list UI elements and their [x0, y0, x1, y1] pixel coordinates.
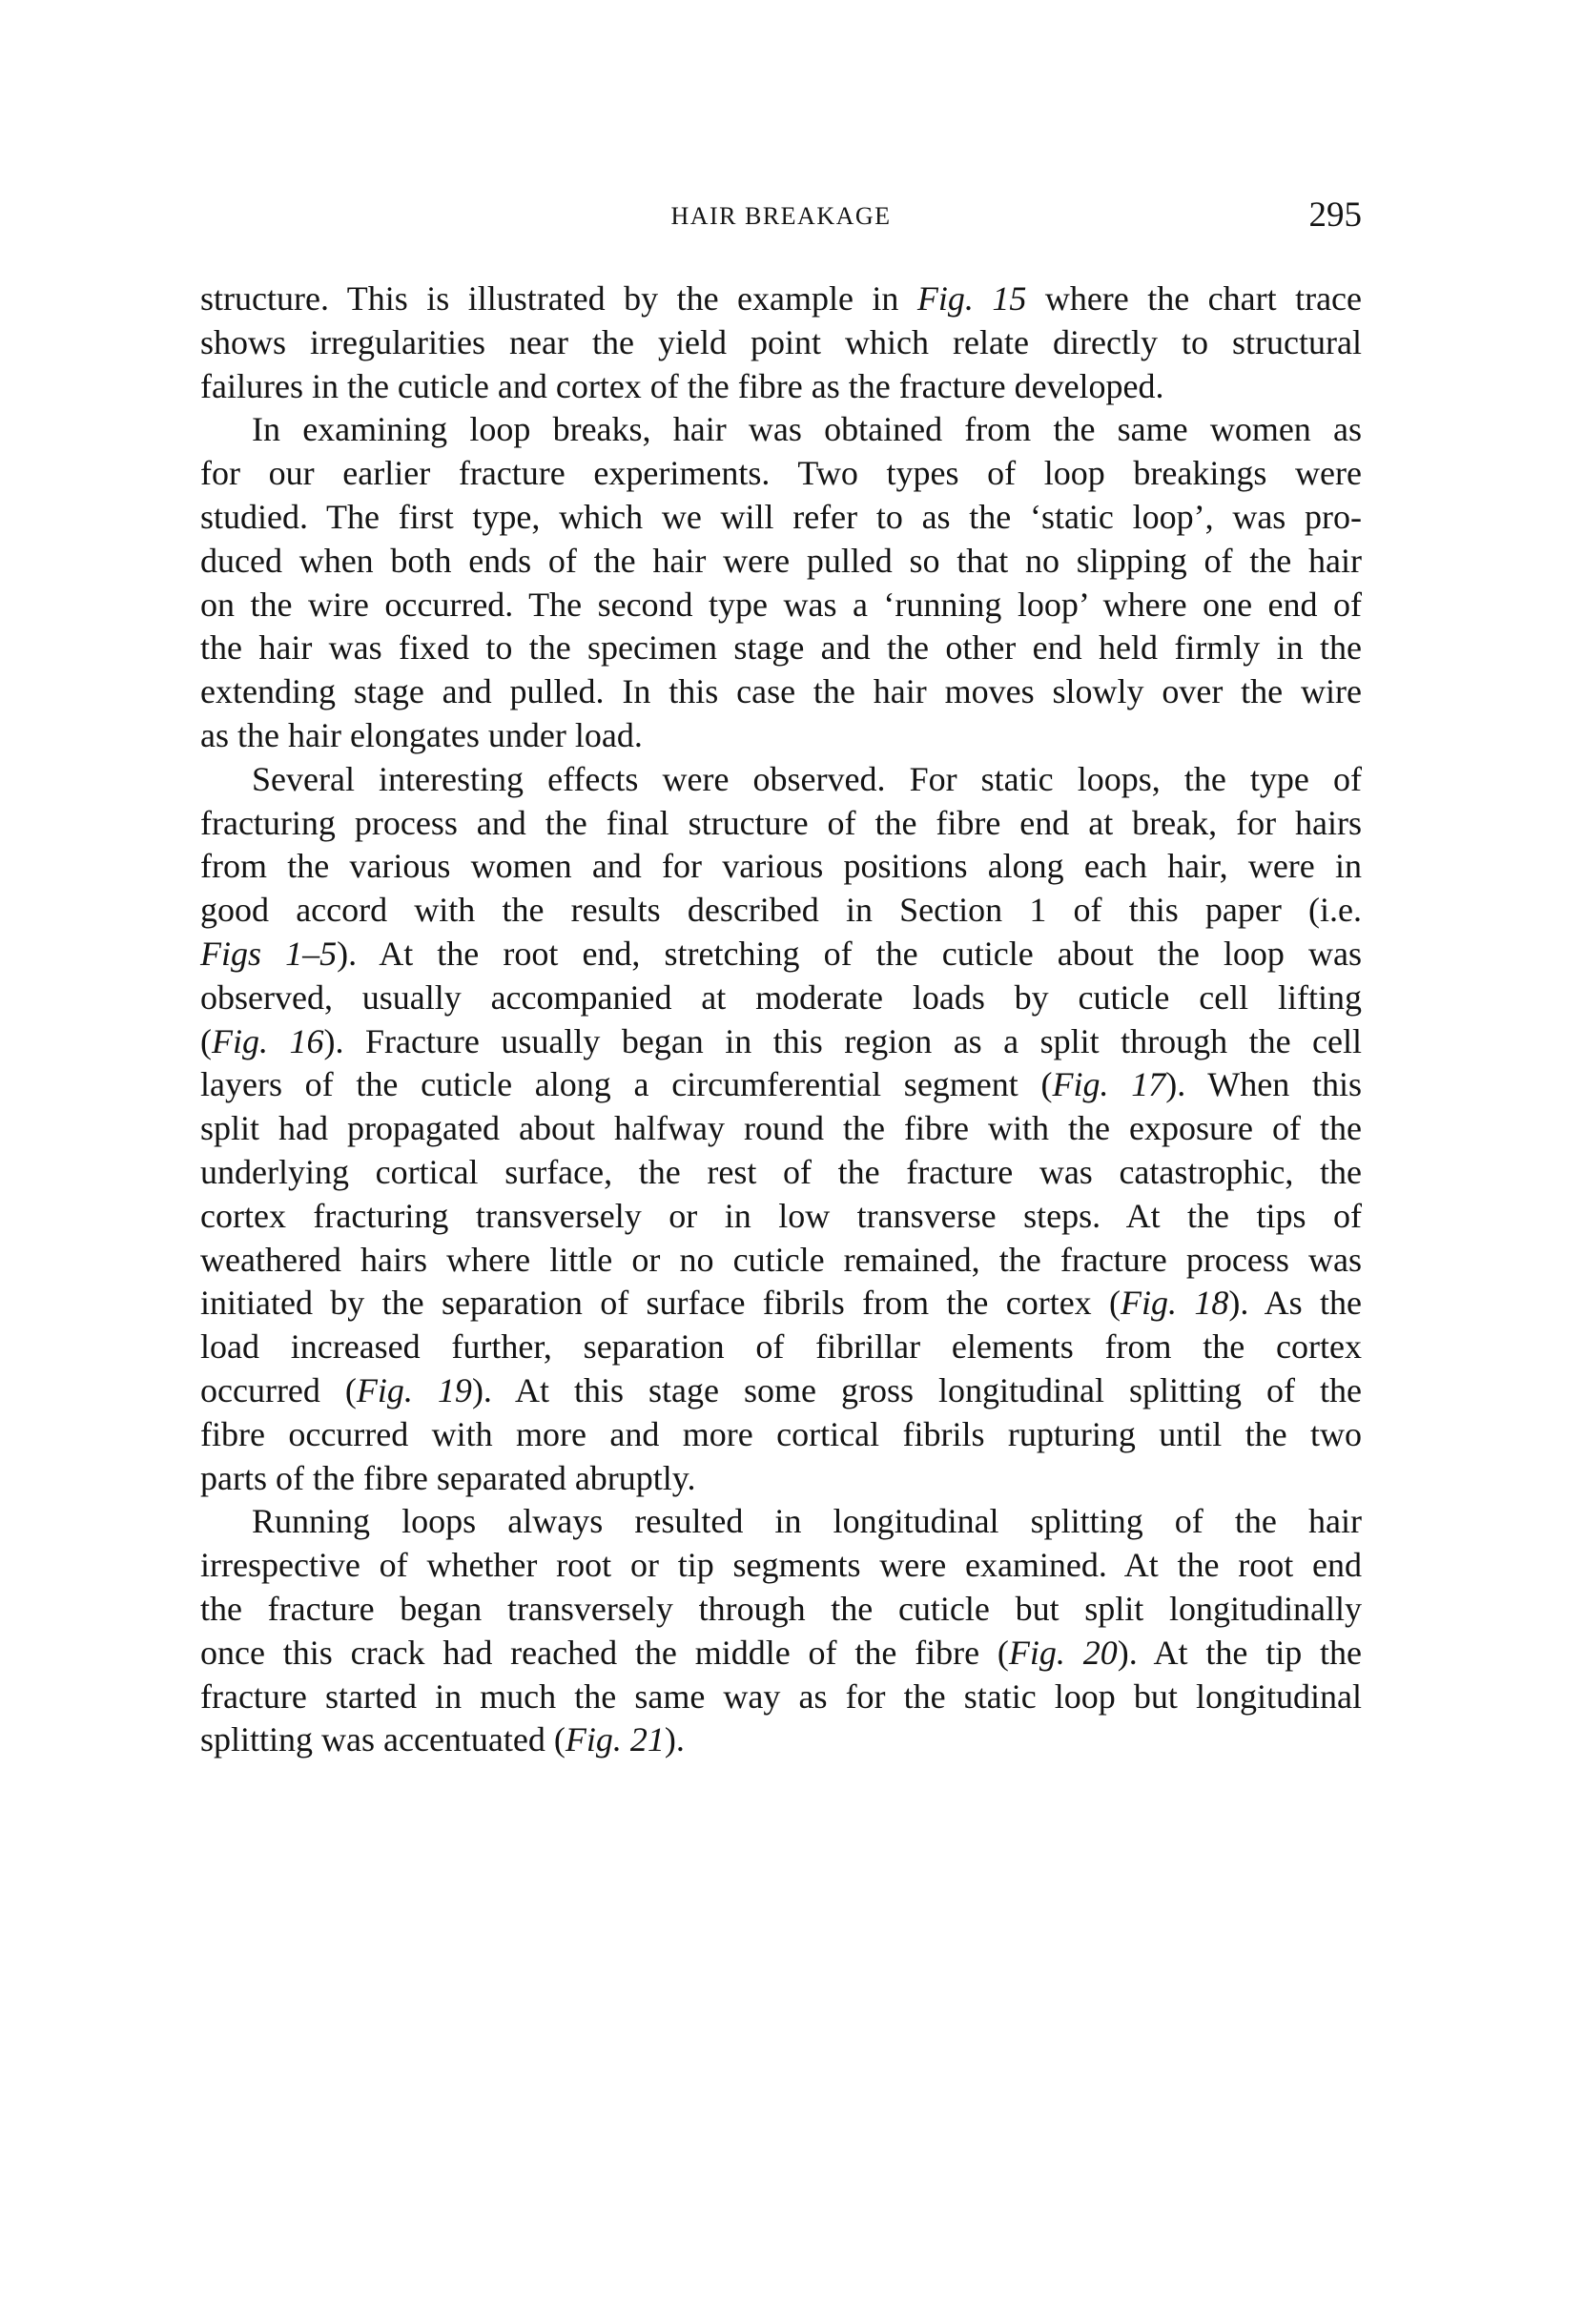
text-line	[200, 1718, 1362, 1762]
text-run: parts of the fibre separated abruptly.	[200, 1458, 696, 1497]
text-run: the hair was fixed to the specimen stage and the other end held firmly in the	[200, 628, 1362, 668]
paragraph-1	[200, 278, 1362, 408]
text-run: splitting was accentuated (	[200, 1720, 566, 1759]
body-text	[200, 278, 1362, 1762]
figure-reference: Fig. 19	[356, 1370, 472, 1409]
text-run: studied. The first type, which we will refer to as the ‘static loop’, was pro-	[200, 497, 1362, 536]
text-line	[200, 1544, 1362, 1588]
text-run: as the hair elongates under load.	[200, 715, 643, 754]
text-run: good accord with the results described in Section 1 of this paper (i.e.	[200, 891, 1362, 930]
text-line	[200, 714, 1362, 758]
text-run: layers of the cuticle along a circumferential segment (	[200, 1065, 1053, 1104]
text-line	[200, 496, 1362, 540]
text-line	[200, 452, 1362, 496]
paragraph-3	[200, 758, 1362, 1501]
text-line	[200, 1588, 1362, 1632]
text-run: occurred (	[200, 1370, 357, 1409]
text-run: load increased further, separation of fibrillar elements from the cortex	[200, 1327, 1362, 1367]
text-run: irrespective of whether root or tip segments were examined. At the root end	[200, 1546, 1362, 1585]
running-title: HAIR BREAKAGE	[670, 202, 892, 230]
text-run: initiated by the separation of surface fibrils from the cortex (	[200, 1284, 1121, 1323]
text-run: the fracture began transversely through the cuticle but split longitudinally	[200, 1589, 1362, 1628]
text-run: duced when both ends of the hair were pulled so that no slipping of the hair	[200, 541, 1362, 580]
text-run: where the chart trace	[1026, 279, 1363, 318]
figure-reference: Fig. 21	[565, 1720, 665, 1759]
text-run: observed, usually accompanied at moderate loads by cuticle cell lifting	[200, 977, 1362, 1017]
text-line	[200, 845, 1362, 889]
figure-reference: Fig. 17	[1052, 1065, 1166, 1104]
text-run: weathered hairs where little or no cuticle remained, the fracture process was	[200, 1240, 1362, 1279]
text-run: failures in the cuticle and cortex of the fibre as the fracture developed.	[200, 366, 1164, 405]
text-run: from the various women and for various positions along each hair, were in	[200, 847, 1362, 886]
text-line	[200, 933, 1362, 977]
text-line	[200, 758, 1362, 802]
page-number: 295	[1308, 195, 1362, 235]
text-run: fracture started in much the same way as for the static loop but longitudinal	[200, 1676, 1362, 1716]
figure-reference: Fig. 15	[916, 279, 1027, 318]
text-line	[200, 889, 1362, 933]
text-run: underlying cortical surface, the rest of the fracture was catastrophic, the	[200, 1152, 1362, 1191]
text-line	[200, 1457, 1362, 1501]
text-run: In examining loop breaks, hair was obtained from the same women as	[252, 410, 1362, 449]
text-line	[200, 627, 1362, 670]
figure-reference: Figs 1–5	[200, 934, 338, 973]
text-line	[200, 584, 1362, 627]
text-line	[200, 321, 1362, 365]
text-run: ). At the tip the	[1117, 1633, 1363, 1672]
text-line	[200, 1239, 1362, 1283]
text-line	[200, 670, 1362, 714]
text-line	[200, 1500, 1362, 1544]
figure-reference: Fig. 20	[1008, 1633, 1118, 1672]
text-run: for our earlier fracture experiments. Two types of loop breakings were	[200, 454, 1362, 493]
text-line	[200, 1107, 1362, 1151]
text-run: cortex fracturing transversely or in low transverse steps. At the tips of	[200, 1196, 1362, 1235]
text-run: ). At this stage some gross longitudinal splitting of the	[471, 1370, 1362, 1409]
text-line	[200, 1676, 1362, 1719]
text-run: fracturing process and the final structure of the fibre end at break, for hairs	[200, 803, 1362, 842]
paragraph-4	[200, 1500, 1362, 1762]
text-run: extending stage and pulled. In this case the hair moves slowly over the wire	[200, 672, 1362, 711]
text-line	[200, 408, 1362, 452]
text-run: once this crack had reached the middle of the fibre (	[200, 1633, 1009, 1672]
text-run: ). Fracture usually began in this region as a split through the cell	[323, 1021, 1362, 1060]
text-run: split had propagated about halfway round the fibre with the exposure of the	[200, 1109, 1362, 1148]
text-run: (	[200, 1021, 212, 1060]
text-line	[200, 1326, 1362, 1369]
text-line	[200, 1020, 1362, 1064]
text-line	[200, 1195, 1362, 1239]
paragraph-2	[200, 408, 1362, 757]
text-run: Running loops always resulted in longitudinal splitting of the hair	[252, 1502, 1362, 1541]
text-run: fibre occurred with more and more cortical fibrils rupturing until the two	[200, 1414, 1362, 1453]
text-run: ).	[664, 1720, 685, 1759]
text-line	[200, 1282, 1362, 1326]
text-run: structure. This is illustrated by the example in	[200, 279, 917, 318]
text-line	[200, 1063, 1362, 1107]
figure-reference: Fig. 16	[212, 1021, 324, 1060]
text-line	[200, 1413, 1362, 1457]
text-run: on the wire occurred. The second type was a ‘running loop’ where one end of	[200, 585, 1362, 624]
text-line	[200, 802, 1362, 846]
text-run: ). When this	[1165, 1065, 1363, 1104]
text-run: ). As the	[1228, 1284, 1362, 1323]
text-run: ). At the root end, stretching of the cuticle about the loop was	[337, 934, 1362, 973]
text-line	[200, 278, 1362, 321]
text-run: shows irregularities near the yield point which relate directly to structural	[200, 322, 1362, 361]
figure-reference: Fig. 18	[1121, 1284, 1229, 1323]
text-line	[200, 1151, 1362, 1195]
text-line	[200, 1369, 1362, 1413]
text-line	[200, 1632, 1362, 1676]
text-line	[200, 977, 1362, 1020]
running-head	[200, 191, 1362, 238]
text-line	[200, 540, 1362, 584]
text-run: Several interesting effects were observed. For static loops, the type of	[252, 759, 1362, 798]
text-line	[200, 365, 1362, 409]
